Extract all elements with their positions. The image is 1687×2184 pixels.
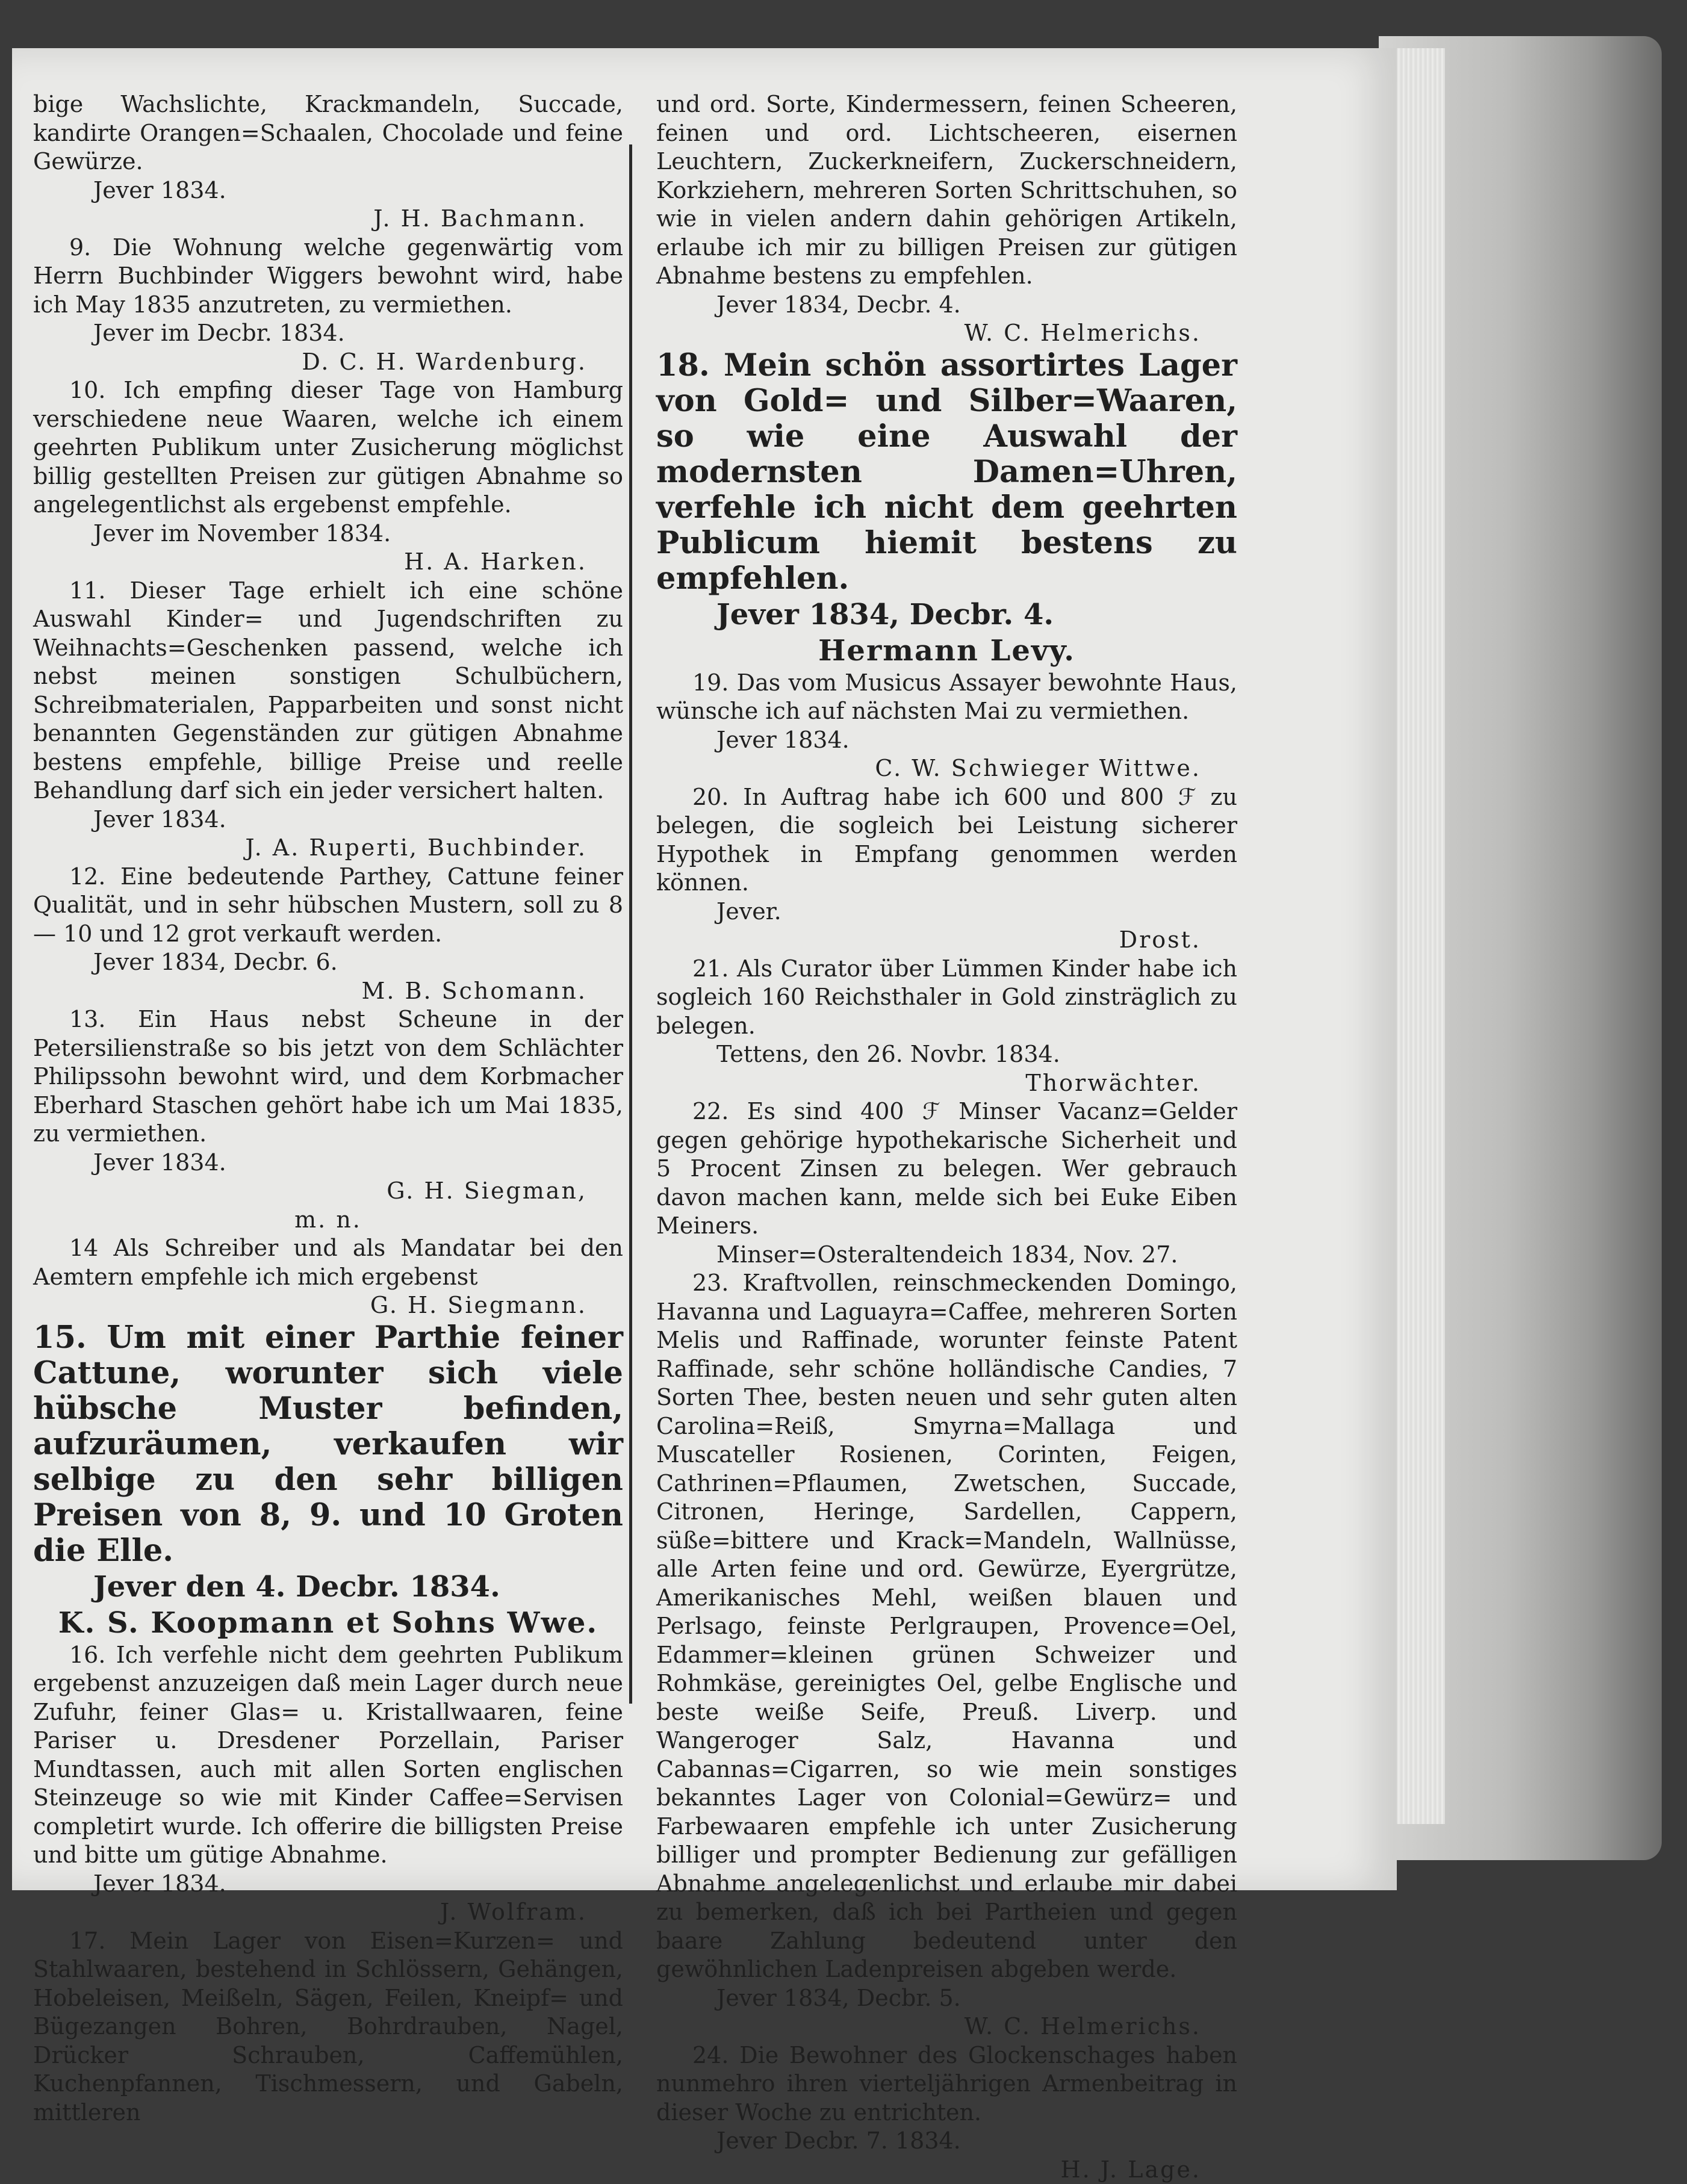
- signature: C. W. Schwieger Wittwe.: [656, 754, 1201, 783]
- signature-large: Hermann Levy.: [656, 633, 1237, 669]
- signature-suffix: m. n.: [33, 1206, 623, 1235]
- ad-10: 10. Ich empfing dieser Tage von Hamburg verschiedene neue Waaren, welche ich einem geehrten Publikum unter Zusicherung möglichst billig gestellten Preisen zur gütigen Abnahme so angelegentlichst als ergebenst empfehle.: [33, 376, 623, 520]
- signature: H. J. Lage.: [656, 2156, 1201, 2184]
- place-date: Jever 1834.: [93, 1870, 623, 1899]
- ad-12: 12. Eine bedeutende Parthey, Cattune feiner Qualität, und in sehr hübschen Mustern, soll zu 8 — 10 und 12 grot verkauft werden.: [33, 863, 623, 949]
- text-continuation: bige Wachslichte, Krackmandeln, Succade, kandirte Orangen=Schaalen, Chocolade und feine Gewürze.: [33, 90, 623, 176]
- place-date: Jever 1834.: [93, 1149, 623, 1177]
- signature: G. H. Siegmann.: [33, 1291, 587, 1320]
- place-date: Jever Decbr. 7. 1834.: [716, 2127, 1237, 2156]
- text-continuation: und ord. Sorte, Kindermessern, feinen Scheeren, feinen und ord. Lichtscheeren, eisernen Leuchtern, Zuckerkneifern, Zuckerschneidern, Korkziehern, mehreren Sorten Schrittschuhen, so wie in vielen andern dahin gehörigen Artikeln, erlaube ich mir zu billigen Preisen zur gütigen Abnahme bestens zu empfehlen.: [656, 90, 1237, 291]
- ad-24: 24. Die Bewohner des Glockenschages haben nunmehro ihren vierteljährigen Armenbeitrag in dieser Woche zu entrichten.: [656, 2041, 1237, 2127]
- signature: Thorwächter.: [656, 1069, 1201, 1098]
- place-date-large: Jever den 4. Decbr. 1834.: [93, 1569, 623, 1605]
- place-date: Jever 1834, Decbr. 6.: [93, 948, 623, 977]
- place-date: Jever.: [716, 898, 1237, 926]
- signature-large: K. S. Koopmann et Sohns Wwe.: [33, 1605, 623, 1641]
- signature: H. A. Harken.: [33, 548, 587, 577]
- signature: W. C. Helmerichs.: [656, 2012, 1201, 2041]
- ad-15-large: 15. Um mit einer Parthie feiner Cattune, worunter sich viele hübsche Muster befinden, aufzuräumen, verkaufen wir selbige zu den sehr billigen Preisen von 8, 9. und 10 Groten die Elle.: [33, 1320, 623, 1569]
- ad-18-large: 18. Mein schön assortirtes Lager von Gold= und Silber=Waaren, so wie eine Auswahl der modernsten Damen=Uhren, verfehle ich nicht dem geehrten Publicum hiemit bestens zu empfehlen.: [656, 348, 1237, 597]
- place-date: Jever 1834.: [716, 726, 1237, 755]
- left-column: [33, 90, 623, 2127]
- ad-23: 23. Kraftvollen, reinschmeckenden Domingo, Havanna und Laguayra=Caffee, mehreren Sorten Melis und Raffinade, worunter feinste Patent Raffinade, sehr schöne holländische Candies, 7 Sorten Thee, besten neuen und sehr guten alten Carolina=Reiß, Smyrna=Mallaga und Muscateller Rosienen, Corinten, Feigen, Cathrinen=Pflaumen, Zwetschen, Succade, Citronen, Heringe, Sardellen, Cappern, süße=bittere und Krack=Mandeln, Wallnüsse, alle Arten feine und ord. Gewürze, Eyergrütze, Amerikanisches Mehl, weißen blauen und Perlsago, feinste Perlgraupen, Provence=Oel, Edammer=kleinen grünen Schweizer und Rohmkäse, gereinigtes Oel, gelbe Englische und beste weiße Seife, Preuß. Liverp. und Wangeroger Salz, Havanna und Cabannas=Cigarren, so wie mein sonstiges bekanntes Lager von Colonial=Gewürz= und Farbewaaren empfehle ich unter Zusicherung billiger und prompter Bedienung zur gefälligen Abnahme angelegenlichst und erlaube mir dabei zu bemerken, daß ich bei Partheien und gegen baare Zahlung bedeutend unter den gewöhnlichen Ladenpreisen abgeben werde.: [656, 1269, 1237, 1984]
- signature: J. H. Bachmann.: [33, 205, 587, 234]
- ad-19: 19. Das vom Musicus Assayer bewohnte Haus, wünsche ich auf nächsten Mai zu vermiethen.: [656, 669, 1237, 726]
- signature: W. C. Helmerichs.: [656, 319, 1201, 348]
- column-divider: [629, 144, 632, 1704]
- signature: Drost.: [656, 926, 1201, 955]
- ad-22: 22. Es sind 400 ℱ Minser Vacanz=Gelder gegen gehörige hypothekarische Sicherheit und 5 Procent Zinsen zu belegen. Wer gebrauch davon machen kann, melde sich bei Euke Eiben Meiners.: [656, 1097, 1237, 1241]
- place-date-large: Jever 1834, Decbr. 4.: [716, 597, 1237, 633]
- ad-17: 17. Mein Lager von Eisen=Kurzen= und Stahlwaaren, bestehend in Schlössern, Gehängen, Hobeleisen, Meißeln, Sägen, Feilen, Kneipf= und Bügezangen Bohren, Bohrdrauben, Nagel, Drücker Schrauben, Caffemühlen, Kuchenpfannen, Tischmessern, und Gabeln, mittleren: [33, 1927, 623, 2127]
- place-date: Tettens, den 26. Novbr. 1834.: [716, 1040, 1237, 1069]
- ad-9: 9. Die Wohnung welche gegenwärtig vom Herrn Buchbinder Wiggers bewohnt wird, habe ich May 1835 anzutreten, zu vermiethen.: [33, 234, 623, 320]
- ad-20: 20. In Auftrag habe ich 600 und 800 ℱ zu belegen, die sogleich bei Leistung sicherer Hypothek in Empfang genommen werden können.: [656, 783, 1237, 898]
- signature: D. C. H. Wardenburg.: [33, 348, 587, 377]
- place-date: Jever im Decbr. 1834.: [93, 319, 623, 348]
- right-column: [656, 90, 1237, 2184]
- signature: J. A. Ruperti, Buchbinder.: [33, 834, 587, 863]
- place-date: Jever 1834.: [93, 176, 623, 205]
- place-date: Minser=Osteraltendeich 1834, Nov. 27.: [716, 1241, 1237, 1270]
- ad-21: 21. Als Curator über Lümmen Kinder habe ich sogleich 160 Reichsthaler in Gold zinsträglich zu belegen.: [656, 955, 1237, 1041]
- place-date: Jever im November 1834.: [93, 520, 623, 548]
- place-date: Jever 1834, Decbr. 5.: [716, 1984, 1237, 2013]
- ad-11: 11. Dieser Tage erhielt ich eine schöne Auswahl Kinder= und Jugendschriften zu Weihnachts=Geschenken passend, welche ich nebst meinen sonstigen Schulbüchern, Schreibmaterialen, Papparbeiten und sonst nicht benannten Gegenständen zur gütigen Abnahme bestens empfehle, billige Preise und reelle Behandlung darf sich ein jeder versichert halten.: [33, 577, 623, 805]
- signature: J. Wolfram.: [33, 1898, 587, 1927]
- ad-13: 13. Ein Haus nebst Scheune in der Petersilienstraße so bis jetzt von dem Schlächter Philipssohn bewohnt wird, und dem Korbmacher Eberhard Staschen gehört habe ich um Mai 1835, zu vermiethen.: [33, 1005, 623, 1149]
- place-date: Jever 1834, Decbr. 4.: [716, 291, 1237, 320]
- place-date: Jever 1834.: [93, 805, 623, 834]
- ad-14: 14 Als Schreiber und als Mandatar bei den Aemtern empfehle ich mich ergebenst: [33, 1234, 623, 1291]
- signature: M. B. Schomann.: [33, 977, 587, 1006]
- signature: G. H. Siegman,: [33, 1177, 587, 1206]
- ad-16: 16. Ich verfehle nicht dem geehrten Publikum ergebenst anzuzeigen daß mein Lager durch neue Zufuhr, feiner Glas= u. Kristallwaaren, feine Pariser u. Dresdener Porzellain, Pariser Mundtassen, auch mit allen Sorten englischen Steinzeuge so wie mit Kinder Caffee=Servisen completirt wurde. Ich offerire die billigsten Preise und bitte um gütige Abnahme.: [33, 1641, 623, 1870]
